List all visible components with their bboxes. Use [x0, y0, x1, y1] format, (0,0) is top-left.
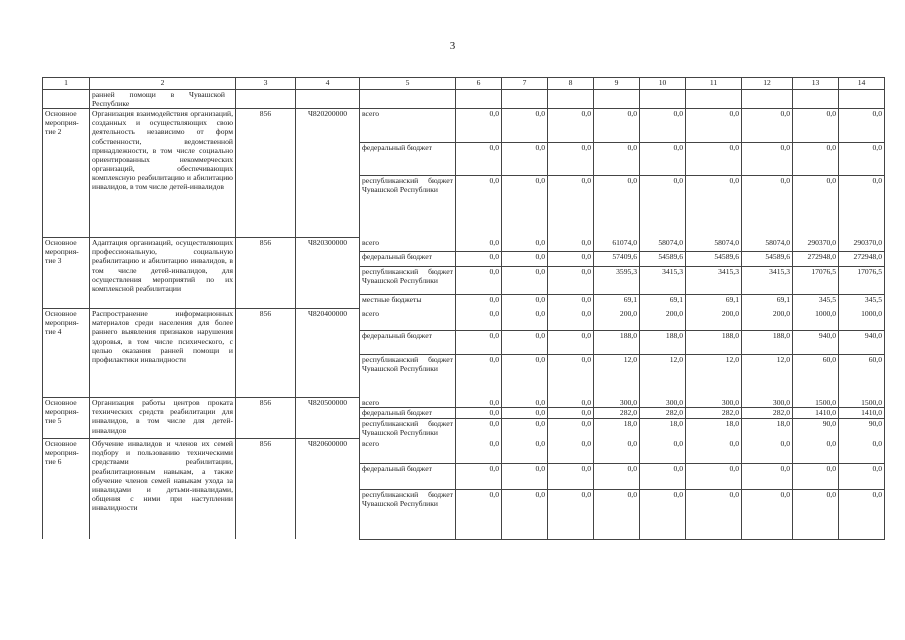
group-description-cell: Организация взаимодействия организаций, созданных и осуществляющих свою деятельность независимо от форм собственности, ведомственной принадлежности, в том числе социально ориентированных некоммерческих организаций, обеспечивающих комплексную реабилитацию и абилитацию инвалидов, в том числе детей-инвалидов [90, 109, 236, 238]
value-cell: 0,0 [548, 490, 594, 540]
value-cell: 61074,0 [594, 238, 640, 252]
value-cell: 0,0 [502, 490, 548, 540]
value-cell: 200,0 [742, 309, 793, 331]
column-header: 8 [548, 78, 594, 90]
funding-source-cell: федеральный бюджет [360, 252, 456, 267]
funding-source-cell: всего [360, 398, 456, 408]
value-cell: 0,0 [686, 109, 742, 142]
value-cell: 0,0 [793, 439, 839, 464]
group-description-cell: Распространение информационных материалов среди населения для более раннего выявления признаков нарушения здоровья, в том числе психического, с целью оказания ранней помощи и профилактики инвалидности [90, 309, 236, 398]
value-cell: 0,0 [456, 109, 502, 142]
value-cell: 0,0 [456, 398, 502, 408]
value-cell: 282,0 [742, 408, 793, 419]
value-cell: 188,0 [594, 331, 640, 354]
value-cell: 69,1 [594, 295, 640, 309]
value-cell: 0,0 [456, 267, 502, 295]
value-cell: 0,0 [548, 354, 594, 397]
column-header: 10 [640, 78, 686, 90]
value-cell: 0,0 [456, 309, 502, 331]
value-cell: 0,0 [548, 252, 594, 267]
value-cell: 0,0 [502, 398, 548, 408]
value-cell: 17076,5 [793, 267, 839, 295]
value-cell: 0,0 [502, 419, 548, 439]
value-cell: 58074,0 [640, 238, 686, 252]
table-row [43, 238, 885, 252]
value-cell: 12,0 [640, 354, 686, 397]
grbs-cell: 856 [236, 238, 296, 309]
value-cell: 18,0 [594, 419, 640, 439]
value-cell: 0,0 [839, 464, 885, 490]
value-cell: 0,0 [548, 464, 594, 490]
value-cell: 0,0 [548, 398, 594, 408]
value-cell: 0,0 [502, 176, 548, 238]
value-cell: 60,0 [793, 354, 839, 397]
grbs-cell: 856 [236, 109, 296, 238]
value-cell: 300,0 [640, 398, 686, 408]
value-cell: 0,0 [742, 464, 793, 490]
value-cell: 0,0 [502, 252, 548, 267]
column-header: 3 [236, 78, 296, 90]
column-header: 9 [594, 78, 640, 90]
value-cell: 200,0 [640, 309, 686, 331]
group-name-cell: Основное мероприя-тие 3 [43, 238, 90, 309]
value-cell: 0,0 [640, 490, 686, 540]
budget-code-cell: Ч820200000 [296, 109, 360, 238]
value-cell: 57409,6 [594, 252, 640, 267]
value-cell: 940,0 [793, 331, 839, 354]
value-cell: 0,0 [456, 176, 502, 238]
value-cell: 0,0 [502, 354, 548, 397]
column-header: 11 [686, 78, 742, 90]
page-number: 3 [449, 40, 456, 52]
budget-code-cell: Ч820400000 [296, 309, 360, 398]
group-name-cell: Основное мероприя-тие 4 [43, 309, 90, 398]
value-cell: 0,0 [456, 295, 502, 309]
value-cell: 0,0 [456, 252, 502, 267]
budget-code-cell: Ч820500000 [296, 398, 360, 439]
value-cell: 0,0 [793, 142, 839, 175]
value-cell: 0,0 [839, 439, 885, 464]
value-cell: 0,0 [548, 419, 594, 439]
value-cell: 60,0 [839, 354, 885, 397]
value-cell: 0,0 [456, 419, 502, 439]
value-cell: 18,0 [640, 419, 686, 439]
value-cell: 345,5 [793, 295, 839, 309]
value-cell: 0,0 [502, 408, 548, 419]
value-cell: 0,0 [548, 309, 594, 331]
value-cell: 69,1 [686, 295, 742, 309]
funding-source-cell: федеральный бюджет [360, 408, 456, 419]
value-cell: 272948,0 [793, 252, 839, 267]
column-header: 1 [43, 78, 90, 90]
value-cell: 0,0 [548, 439, 594, 464]
value-cell: 0,0 [502, 309, 548, 331]
value-cell: 0,0 [456, 331, 502, 354]
value-cell: 90,0 [793, 419, 839, 439]
funding-source-cell: местные бюджеты [360, 295, 456, 309]
value-cell: 0,0 [594, 142, 640, 175]
value-cell: 0,0 [793, 464, 839, 490]
value-cell: 290370,0 [793, 238, 839, 252]
value-cell: 0,0 [640, 464, 686, 490]
value-cell: 940,0 [839, 331, 885, 354]
column-header: 6 [456, 78, 502, 90]
value-cell: 0,0 [456, 490, 502, 540]
value-cell: 18,0 [742, 419, 793, 439]
value-cell: 90,0 [839, 419, 885, 439]
value-cell: 58074,0 [742, 238, 793, 252]
value-cell: 0,0 [839, 490, 885, 540]
funding-source-cell: всего [360, 309, 456, 331]
value-cell: 1410,0 [793, 408, 839, 419]
value-cell: 0,0 [548, 267, 594, 295]
value-cell: 0,0 [839, 142, 885, 175]
value-cell: 0,0 [548, 295, 594, 309]
value-cell: 0,0 [456, 354, 502, 397]
group-description-cell: Обучение инвалидов и членов их семей подбору и пользованию техническими средствами реабилитации, реабилитационным навыкам, а также обучение членов семей навыкам ухода за инвалидами и детьми-инвалидами, общения с ними при наступлении инвалидности [90, 439, 236, 540]
value-cell: 3415,3 [640, 267, 686, 295]
value-cell: 0,0 [502, 439, 548, 464]
value-cell: 0,0 [793, 109, 839, 142]
value-cell: 0,0 [594, 490, 640, 540]
funding-source-cell: федеральный бюджет [360, 464, 456, 490]
value-cell: 0,0 [548, 109, 594, 142]
value-cell: 200,0 [686, 309, 742, 331]
value-cell: 0,0 [502, 331, 548, 354]
value-cell: 0,0 [686, 176, 742, 238]
value-cell: 0,0 [640, 439, 686, 464]
table-row [43, 398, 885, 408]
value-cell: 0,0 [502, 267, 548, 295]
value-cell: 282,0 [594, 408, 640, 419]
value-cell: 272948,0 [839, 252, 885, 267]
column-header: 7 [502, 78, 548, 90]
column-header: 2 [90, 78, 236, 90]
value-cell: 0,0 [686, 464, 742, 490]
value-cell: 0,0 [456, 464, 502, 490]
value-cell: 0,0 [502, 238, 548, 252]
value-cell: 200,0 [594, 309, 640, 331]
value-cell: 0,0 [548, 238, 594, 252]
table-row [43, 309, 885, 331]
value-cell: 0,0 [742, 439, 793, 464]
grbs-cell: 856 [236, 309, 296, 398]
value-cell: 1000,0 [793, 309, 839, 331]
value-cell: 0,0 [686, 490, 742, 540]
value-cell: 0,0 [548, 176, 594, 238]
group-description-cell: Адаптация организаций, осуществляющих профессиональную, социальную реабилитацию и абилитацию инвалидов, в том числе детей-инвалидов, для осуществления мероприятий по их комплексной реабилитации [90, 238, 236, 309]
value-cell: 0,0 [456, 238, 502, 252]
value-cell: 0,0 [456, 142, 502, 175]
funding-source-cell: всего [360, 109, 456, 142]
value-cell: 188,0 [686, 331, 742, 354]
value-cell: 300,0 [742, 398, 793, 408]
funding-source-cell: федеральный бюджет [360, 331, 456, 354]
table-row [43, 439, 885, 464]
value-cell: 282,0 [640, 408, 686, 419]
value-cell: 69,1 [640, 295, 686, 309]
column-header: 13 [793, 78, 839, 90]
value-cell: 0,0 [502, 109, 548, 142]
value-cell: 0,0 [742, 490, 793, 540]
continuation-text: ранней помощи в Чувашской Республике [90, 90, 236, 109]
funding-source-cell: всего [360, 439, 456, 464]
value-cell: 12,0 [686, 354, 742, 397]
budget-code-cell: Ч820600000 [296, 439, 360, 540]
value-cell: 0,0 [456, 408, 502, 419]
value-cell: 0,0 [640, 142, 686, 175]
value-cell: 0,0 [594, 464, 640, 490]
funding-source-cell: федеральный бюджет [360, 142, 456, 175]
value-cell: 3415,3 [742, 267, 793, 295]
header-row [43, 78, 885, 90]
value-cell: 1000,0 [839, 309, 885, 331]
value-cell: 54589,6 [742, 252, 793, 267]
value-cell: 69,1 [742, 295, 793, 309]
value-cell: 0,0 [548, 331, 594, 354]
group-description-cell: Организация работы центров проката технических средств реабилитации для инвалидов, в том числе для детей-инвалидов [90, 398, 236, 439]
value-cell: 0,0 [502, 295, 548, 309]
grbs-cell: 856 [236, 439, 296, 540]
column-header: 14 [839, 78, 885, 90]
value-cell: 345,5 [839, 295, 885, 309]
value-cell: 0,0 [742, 109, 793, 142]
value-cell: 0,0 [686, 142, 742, 175]
column-header: 12 [742, 78, 793, 90]
column-header: 5 [360, 78, 456, 90]
value-cell: 3595,3 [594, 267, 640, 295]
value-cell: 12,0 [594, 354, 640, 397]
value-cell: 0,0 [640, 109, 686, 142]
value-cell: 282,0 [686, 408, 742, 419]
continuation-row [43, 90, 885, 109]
group-name-cell: Основное мероприя-тие 5 [43, 398, 90, 439]
value-cell: 0,0 [839, 109, 885, 142]
table-row [43, 109, 885, 142]
value-cell: 0,0 [594, 439, 640, 464]
value-cell: 54589,6 [686, 252, 742, 267]
budget-table [42, 77, 885, 540]
budget-code-cell: Ч820300000 [296, 238, 360, 309]
funding-source-cell: республиканский бюджет Чувашской Республики [360, 267, 456, 295]
value-cell: 0,0 [742, 176, 793, 238]
column-header: 4 [296, 78, 360, 90]
value-cell: 12,0 [742, 354, 793, 397]
value-cell: 0,0 [742, 142, 793, 175]
funding-source-cell: всего [360, 238, 456, 252]
funding-source-cell: республиканский бюджет Чувашской Республики [360, 419, 456, 439]
funding-source-cell: республиканский бюджет Чувашской Республики [360, 490, 456, 540]
value-cell: 0,0 [456, 439, 502, 464]
value-cell: 0,0 [793, 490, 839, 540]
funding-source-cell: республиканский бюджет Чувашской Республики [360, 354, 456, 397]
group-name-cell: Основное мероприя-тие 2 [43, 109, 90, 238]
value-cell: 188,0 [742, 331, 793, 354]
funding-source-cell: республиканский бюджет Чувашской Республики [360, 176, 456, 238]
value-cell: 17076,5 [839, 267, 885, 295]
value-cell: 0,0 [548, 408, 594, 419]
value-cell: 0,0 [502, 464, 548, 490]
value-cell: 0,0 [686, 439, 742, 464]
value-cell: 0,0 [793, 176, 839, 238]
value-cell: 0,0 [548, 142, 594, 175]
value-cell: 58074,0 [686, 238, 742, 252]
value-cell: 54589,6 [640, 252, 686, 267]
value-cell: 0,0 [839, 176, 885, 238]
value-cell: 1500,0 [793, 398, 839, 408]
value-cell: 300,0 [594, 398, 640, 408]
value-cell: 0,0 [502, 142, 548, 175]
group-name-cell: Основное мероприя-тие 6 [43, 439, 90, 540]
value-cell: 300,0 [686, 398, 742, 408]
value-cell: 1410,0 [839, 408, 885, 419]
value-cell: 0,0 [594, 109, 640, 142]
value-cell: 0,0 [594, 176, 640, 238]
grbs-cell: 856 [236, 398, 296, 439]
value-cell: 3415,3 [686, 267, 742, 295]
value-cell: 1500,0 [839, 398, 885, 408]
value-cell: 0,0 [640, 176, 686, 238]
value-cell: 290370,0 [839, 238, 885, 252]
value-cell: 188,0 [640, 331, 686, 354]
value-cell: 18,0 [686, 419, 742, 439]
